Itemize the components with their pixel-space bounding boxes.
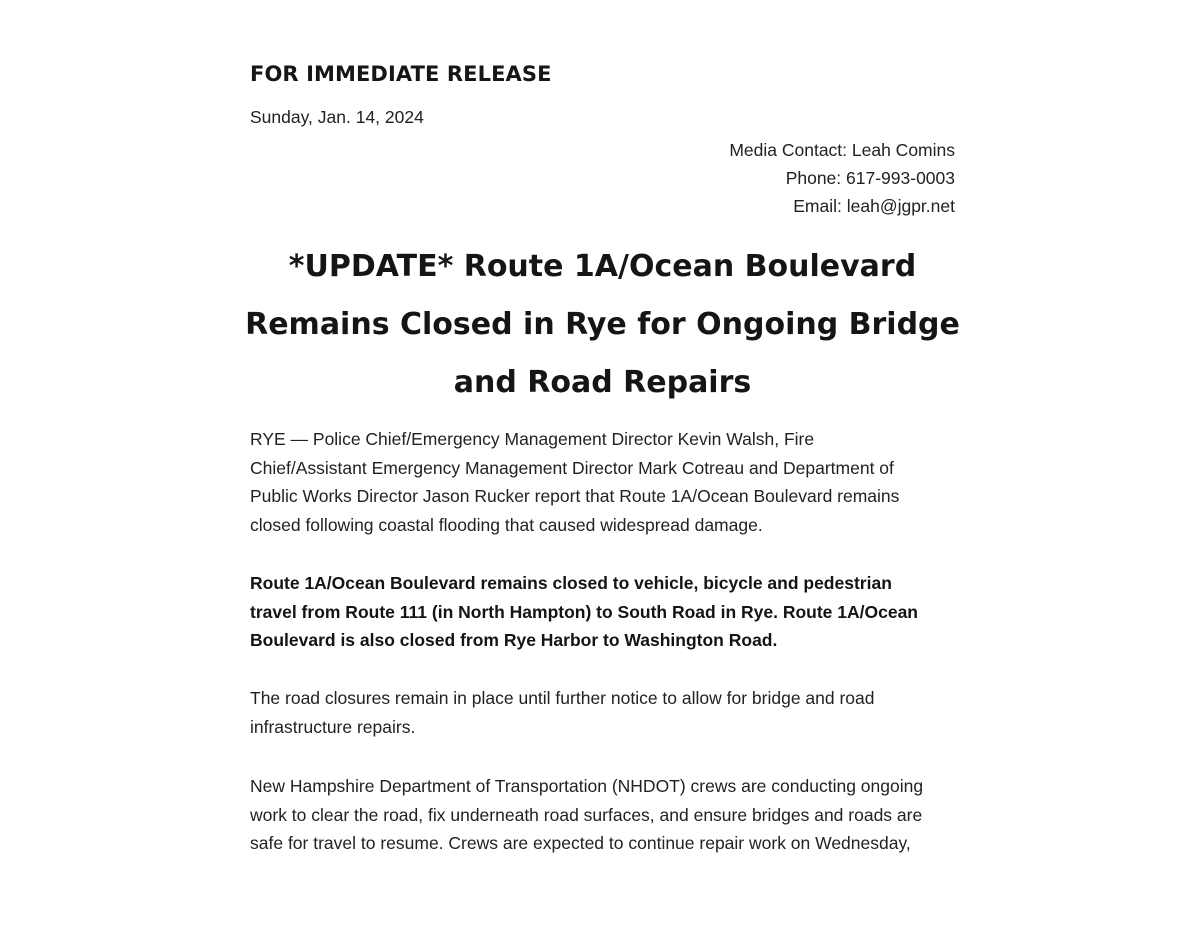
headline-line-3: and Road Repairs — [453, 365, 752, 400]
paragraph-closure-duration — [250, 684, 970, 741]
paragraph-intro-line: Public Works Director Jason Rucker report that Route 1A/Ocean Boulevard remains — [250, 486, 900, 506]
paragraph-intro-line: closed following coastal flooding that caused widespread damage. — [250, 514, 763, 535]
paragraph-closure-details — [250, 569, 970, 655]
paragraph-closure-line: Route 1A/Ocean Boulevard remains closed to vehicle, bicycle and pedestrian — [250, 573, 892, 593]
media-contact-email: Email: leah@jgpr.net — [793, 196, 955, 216]
headline-line-1: *UPDATE* Route 1A/Ocean Boulevard — [288, 249, 917, 284]
paragraph-intro-line: Chief/Assistant Emergency Management Director Mark Cotreau and Department of — [250, 457, 894, 478]
media-contact-name: Media Contact: Leah Comins — [729, 140, 955, 160]
media-contact-phone: Phone: 617-993-0003 — [785, 168, 955, 188]
paragraph-nhdot-line: New Hampshire Department of Transportation (NHDOT) crews are conducting ongoing — [250, 776, 924, 796]
paragraph-nhdot-work — [250, 772, 970, 858]
headline — [240, 238, 965, 412]
paragraph-duration-line: infrastructure repairs. — [250, 716, 416, 737]
media-contact-block — [729, 136, 955, 220]
paragraph-duration-line: The road closures remain in place until further notice to allow for bridge and road — [250, 688, 875, 708]
paragraph-nhdot-line: work to clear the road, fix underneath road surfaces, and ensure bridges and roads are — [250, 804, 923, 825]
paragraph-nhdot-line: safe for travel to resume. Crews are expected to continue repair work on Wednesday, — [250, 833, 911, 853]
paragraph-closure-line: Boulevard is also closed from Rye Harbor to Washington Road. — [250, 630, 778, 650]
headline-line-2: Remains Closed in Rye for Ongoing Bridge — [245, 307, 960, 342]
paragraph-closure-line: travel from Route 111 (in North Hampton) to South Road in Rye. Route 1A/Ocean — [250, 601, 918, 622]
paragraph-intro — [250, 425, 970, 539]
release-date: Sunday, Jan. 14, 2024 — [250, 107, 424, 127]
release-label: FOR IMMEDIATE RELEASE — [250, 62, 552, 86]
paragraph-intro-line: RYE — Police Chief/Emergency Management Director Kevin Walsh, Fire — [250, 429, 815, 449]
